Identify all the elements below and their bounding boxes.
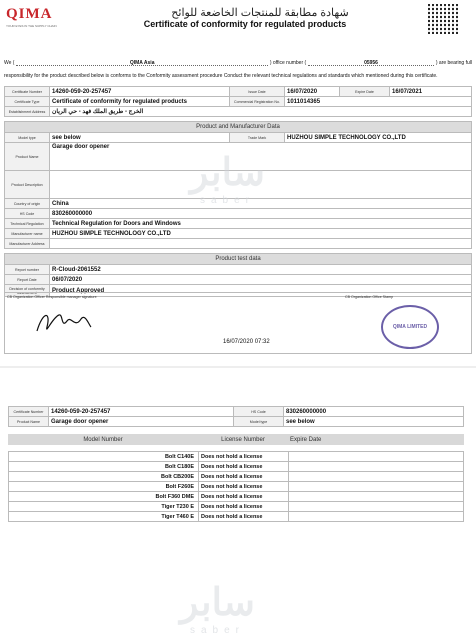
license-number: Does not hold a license: [199, 462, 289, 472]
license-number: Does not hold a license: [199, 502, 289, 512]
logo-tagline: YOUR EYES IN THE SUPPLY CHAIN: [6, 24, 57, 28]
product-section-header: Product and Manufacturer Data: [5, 122, 472, 133]
qima-logo: [6, 6, 58, 28]
model-type-label: Model type: [5, 133, 50, 143]
expire-date-cell: [289, 492, 464, 502]
tech-regulation-label: Technical Regulation: [5, 219, 50, 229]
license-row: [9, 482, 464, 492]
license-number: Does not hold a license: [199, 482, 289, 492]
license-number: Does not hold a license: [199, 472, 289, 482]
crn: 1011014365: [285, 97, 472, 107]
signature-block: [4, 292, 472, 354]
report-number: R-Cloud-2061552: [50, 265, 472, 275]
license-header-row: [8, 434, 464, 445]
license-row: [9, 462, 464, 472]
address-label: Establishment Address: [5, 107, 50, 117]
title-arabic: شهادة مطابقة للمنتجات الخاضعة للوائح: [171, 7, 349, 19]
logo-text: QIMA: [6, 6, 53, 22]
manufacturer-address-label: Manufacturer Address: [5, 239, 50, 249]
license-table: [8, 434, 464, 522]
watermark-arabic: سابر: [190, 152, 265, 194]
license-row: [9, 492, 464, 502]
signature-image: [33, 307, 93, 339]
intro-sentence: responsibility for the product described below is conforms to the Conformity assessment procedure Conduct the relevant technical regulations and standards which mentioned during this certificate.: [4, 73, 438, 79]
model-number: Bolt CB200E: [9, 472, 199, 482]
expire-date-cell: [289, 502, 464, 512]
office-stamp: [381, 305, 439, 349]
watermark-arabic-2: سابر: [180, 582, 255, 624]
license-number: Does not hold a license: [199, 512, 289, 522]
intro-line: [4, 60, 472, 66]
intro-we: We (: [4, 60, 15, 66]
col-expire-date: Expire Date: [288, 434, 464, 445]
cert-type-label: Certificate Type: [5, 97, 50, 107]
cert-number-label: Certificate Number: [5, 87, 50, 97]
expire-date: 16/07/2021: [390, 87, 472, 97]
cert-type: Certificate of conformity for regulated products: [50, 97, 230, 107]
model-type: see below: [50, 133, 230, 143]
expire-date-label: Expire Date: [340, 87, 390, 97]
timestamp: 16/07/2020 07:32: [223, 339, 270, 345]
p2-cert-number: 14260-059-20-257457: [49, 407, 234, 417]
issue-date-label: Issue Date: [230, 87, 285, 97]
company-name: QIMA Asia: [16, 60, 267, 66]
decision: Product Approved: [50, 285, 472, 297]
report-date-label: Report Date: [5, 275, 50, 285]
office-number: 05956: [308, 60, 434, 66]
expire-date-cell: [289, 452, 464, 462]
trade-mark: HUZHOU SIMPLE TECHNOLOGY CO.,LTD: [285, 133, 472, 143]
address: الخرج - طريق الملك فهد - حي الريان: [50, 107, 472, 117]
decision-label: Decision of conformity assessment: [5, 285, 50, 297]
saber-watermark-2: [180, 580, 255, 636]
license-row: [9, 502, 464, 512]
report-date: 06/07/2020: [50, 275, 472, 285]
p2-model-label: Model type: [234, 417, 284, 427]
p2-product-name: Garage door opener: [49, 417, 234, 427]
test-section-header: Product test data: [5, 254, 472, 265]
watermark-english-2: saber: [189, 625, 245, 636]
license-rows: [8, 451, 464, 522]
p2-hs-label: HS Code: [234, 407, 284, 417]
model-number: Tiger T460 E: [9, 512, 199, 522]
license-row: [9, 512, 464, 522]
tech-regulation: Technical Regulation for Doors and Windows: [50, 219, 472, 229]
col-license-number: License Number: [198, 434, 288, 445]
expire-date-cell: [289, 462, 464, 472]
expire-date-cell: [289, 472, 464, 482]
model-number: Tiger T230 E: [9, 502, 199, 512]
cert-number: 14260-059-20-257457: [50, 87, 230, 97]
manufacturer: HUZHOU SIMPLE TECHNOLOGY CO.,LTD: [50, 229, 472, 239]
product-description-label: Product Description: [5, 171, 50, 199]
origin: China: [50, 199, 472, 209]
license-number: Does not hold a license: [199, 492, 289, 502]
p2-model-type: see below: [284, 417, 464, 427]
product-name-label: Product Name: [5, 143, 50, 171]
p2-hs-code: 830260000000: [284, 407, 464, 417]
p2-name-label: Product Name: [9, 417, 49, 427]
signature-label: CB Organization Officer Responsible manager signature: [7, 295, 97, 299]
page-divider: [0, 366, 476, 368]
expire-date-cell: [289, 512, 464, 522]
license-row: [9, 472, 464, 482]
stamp-label: CB Organization Office Stamp: [345, 295, 394, 299]
intro-office: ) office number (: [269, 60, 307, 66]
model-number: Bolt C180E: [9, 462, 199, 472]
origin-label: Country of origin: [5, 199, 50, 209]
qr-code-icon: [428, 4, 458, 34]
title-english: Certificate of conformity for regulated products: [143, 19, 347, 29]
stamp-text: QIMA LIMITED: [392, 324, 428, 330]
hs-code-label: HS Code: [5, 209, 50, 219]
license-number: Does not hold a license: [199, 452, 289, 462]
model-number: Bolt F360 DME: [9, 492, 199, 502]
intro-bearing: ) are bearing full: [435, 60, 472, 66]
report-number-label: Report number: [5, 265, 50, 275]
hs-code: 830260000000: [50, 209, 472, 219]
manufacturer-label: Manufacturer name: [5, 229, 50, 239]
p2-cert-label: Certificate Number: [9, 407, 49, 417]
manufacturer-address: [50, 239, 472, 249]
product-name: Garage door opener: [50, 143, 472, 171]
model-number: Bolt C140E: [9, 452, 199, 462]
license-row: [9, 452, 464, 462]
page2-header-table: [8, 406, 464, 427]
model-number: Bolt F260E: [9, 482, 199, 492]
crn-label: Commercial Registration No.: [230, 97, 285, 107]
saber-watermark: [190, 150, 265, 206]
trade-mark-label: Trade Mark: [230, 133, 285, 143]
issue-date: 16/07/2020: [285, 87, 340, 97]
col-model-number: Model Number: [8, 434, 198, 445]
expire-date-cell: [289, 482, 464, 492]
watermark-english: saber: [199, 195, 255, 206]
